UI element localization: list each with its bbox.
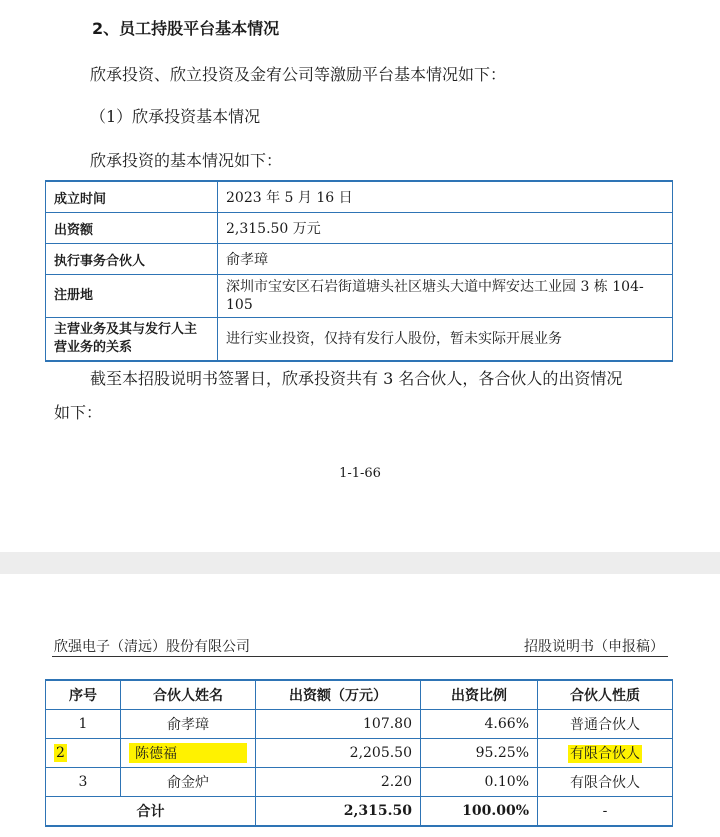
header-rule [52, 656, 668, 657]
cell-amount: 2.20 [256, 768, 421, 797]
cell-no: 3 [46, 768, 121, 797]
info-value: 2023 年 5 月 16 日 [218, 181, 673, 213]
cell-ratio: 0.10% [421, 768, 538, 797]
table-header-row [46, 680, 673, 710]
cell-ratio: 95.25% [421, 739, 538, 768]
info-key: 执行事务合伙人 [46, 244, 218, 275]
info-value: 2,315.50 万元 [218, 213, 673, 244]
info-value: 深圳市宝安区石岩街道塘头社区塘头大道中辉安达工业园 3 栋 104-105 [218, 275, 673, 318]
table-row-highlighted [46, 739, 673, 768]
partners-table [45, 679, 673, 827]
subheading: （1）欣承投资基本情况 [90, 107, 261, 126]
info-key: 出资额 [46, 213, 218, 244]
info-key: 成立时间 [46, 181, 218, 213]
intro-paragraph: 欣承投资、欣立投资及金宥公司等激励平台基本情况如下： [90, 65, 507, 84]
partners-intro-line2: 如下： [54, 403, 103, 422]
cell-no: 1 [46, 710, 121, 739]
table-row [46, 710, 673, 739]
col-ratio: 出资比例 [421, 680, 538, 710]
col-type: 合伙人性质 [538, 680, 673, 710]
basic-info-table [45, 180, 673, 362]
cell-type: 普通合伙人 [538, 710, 673, 739]
table-row [46, 213, 673, 244]
table-row [46, 768, 673, 797]
cell-name: 俞孝璋 [121, 710, 256, 739]
info-value: 俞孝璋 [218, 244, 673, 275]
cell-no [46, 739, 121, 768]
cell-ratio: 4.66% [421, 710, 538, 739]
table-intro: 欣承投资的基本情况如下： [90, 151, 283, 170]
cell-amount: 2,205.50 [256, 739, 421, 768]
col-no: 序号 [46, 680, 121, 710]
cell-name: 俞金炉 [121, 768, 256, 797]
table-row [46, 181, 673, 213]
table-row [46, 318, 673, 362]
partners-intro-line1: 截至本招股说明书签署日，欣承投资共有 3 名合伙人，各合伙人的出资情况 [90, 369, 623, 388]
table-row [46, 275, 673, 318]
total-label: 合计 [46, 797, 256, 827]
cell-amount: 107.80 [256, 710, 421, 739]
total-amount: 2,315.50 [256, 797, 421, 827]
col-name: 合伙人姓名 [121, 680, 256, 710]
cell-type [538, 739, 673, 768]
section-heading: 2、员工持股平台基本情况 [92, 19, 280, 38]
col-amount: 出资额（万元） [256, 680, 421, 710]
total-row [46, 797, 673, 827]
highlight-no: 2 [56, 745, 65, 761]
page-separator [0, 552, 720, 574]
table-row [46, 244, 673, 275]
total-type: - [538, 797, 673, 827]
page-number: 1-1-66 [339, 466, 381, 481]
highlight-type: 有限合伙人 [570, 746, 640, 762]
total-ratio: 100.00% [421, 797, 538, 827]
info-key: 主营业务及其与发行人主营业务的关系 [46, 318, 218, 362]
info-value: 进行实业投资，仅持有发行人股份，暂未实际开展业务 [218, 318, 673, 362]
cell-type: 有限合伙人 [538, 768, 673, 797]
info-key: 注册地 [46, 275, 218, 318]
header-company: 欣强电子（清远）股份有限公司 [54, 639, 250, 655]
highlight-name: 陈德福 [129, 743, 247, 763]
cell-name [121, 739, 256, 768]
document-page-2 [0, 574, 720, 837]
header-doc-type: 招股说明书（申报稿） [524, 639, 664, 655]
